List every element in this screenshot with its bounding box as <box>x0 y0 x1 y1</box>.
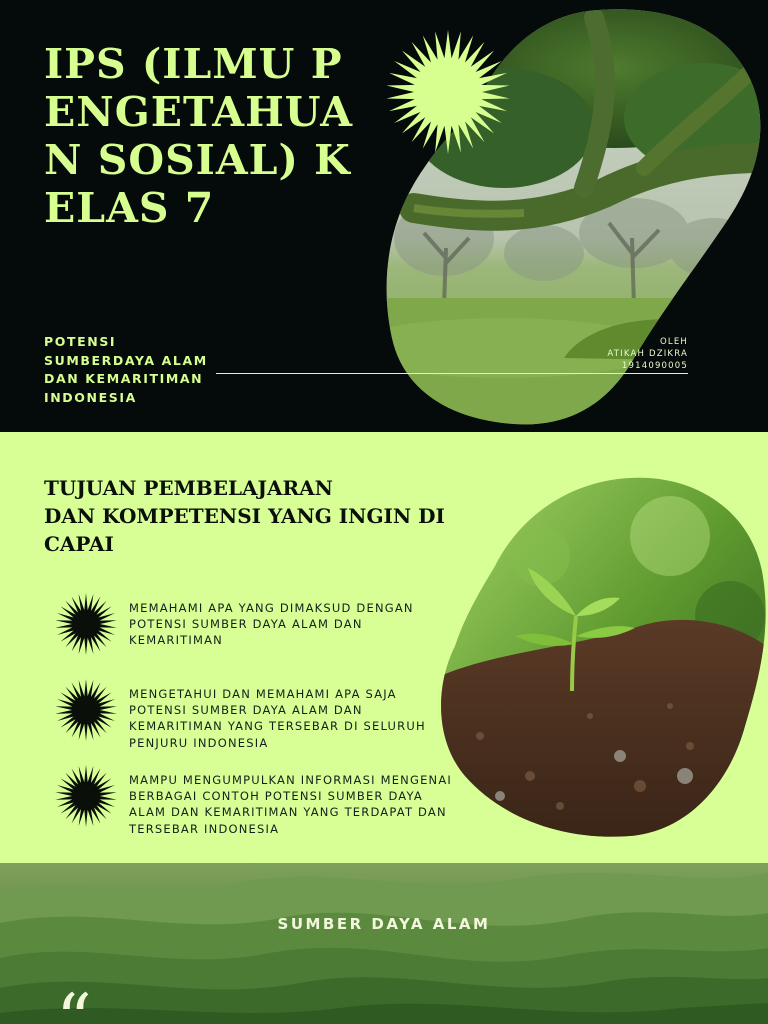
starburst-bullet-icon <box>54 764 118 828</box>
starburst-bullet-icon <box>54 592 118 656</box>
starburst-bullet-icon <box>54 678 118 742</box>
quote-mark: “ <box>56 979 92 1024</box>
page-title: IPS (ILMU PENGETAHUAN SOSIAL) KELAS 7 <box>44 40 354 232</box>
section-label: SUMBER DAYA ALAM <box>277 915 491 933</box>
objective-item <box>54 678 454 748</box>
sunburst-icon <box>384 28 512 156</box>
objectives-section <box>0 432 768 863</box>
objective-text: MAMPU MENGUMPULKAN INFORMASI MENGENAI BERBAGAI CONTOH POTENSI SUMBER DAYA ALAM DAN KEMARITIMAN YANG TERDAPAT DAN TERSEBAR INDONESIA <box>129 773 452 836</box>
objective-item <box>54 592 454 662</box>
objective-text: MENGETAHUI DAN MEMAHAMI APA SAJA POTENSI SUMBER DAYA ALAM DAN KEMARITIMAN YANG TERSEBAR DI SELURUH PENJURU INDONESIA <box>129 687 426 750</box>
author-credit: OLEH ATIKAH DZIKRA 1914090005 <box>607 337 688 371</box>
plant-photo <box>440 476 766 838</box>
objective-item <box>54 764 454 834</box>
divider-line <box>216 373 688 374</box>
objectives-heading: TUJUAN PEMBELAJARAN DAN KOMPETENSI YANG INGIN DI CAPAI <box>44 476 445 556</box>
subtitle: POTENSI SUMBERDAYA ALAM DAN KEMARITIMAN INDONESIA <box>44 334 208 405</box>
natural-resources-section <box>0 863 768 1024</box>
cover-section <box>0 0 768 432</box>
hills-background <box>0 863 768 1024</box>
objective-text: MEMAHAMI APA YANG DIMAKSUD DENGAN POTENSI SUMBER DAYA ALAM DAN KEMARITIMAN <box>129 601 414 648</box>
